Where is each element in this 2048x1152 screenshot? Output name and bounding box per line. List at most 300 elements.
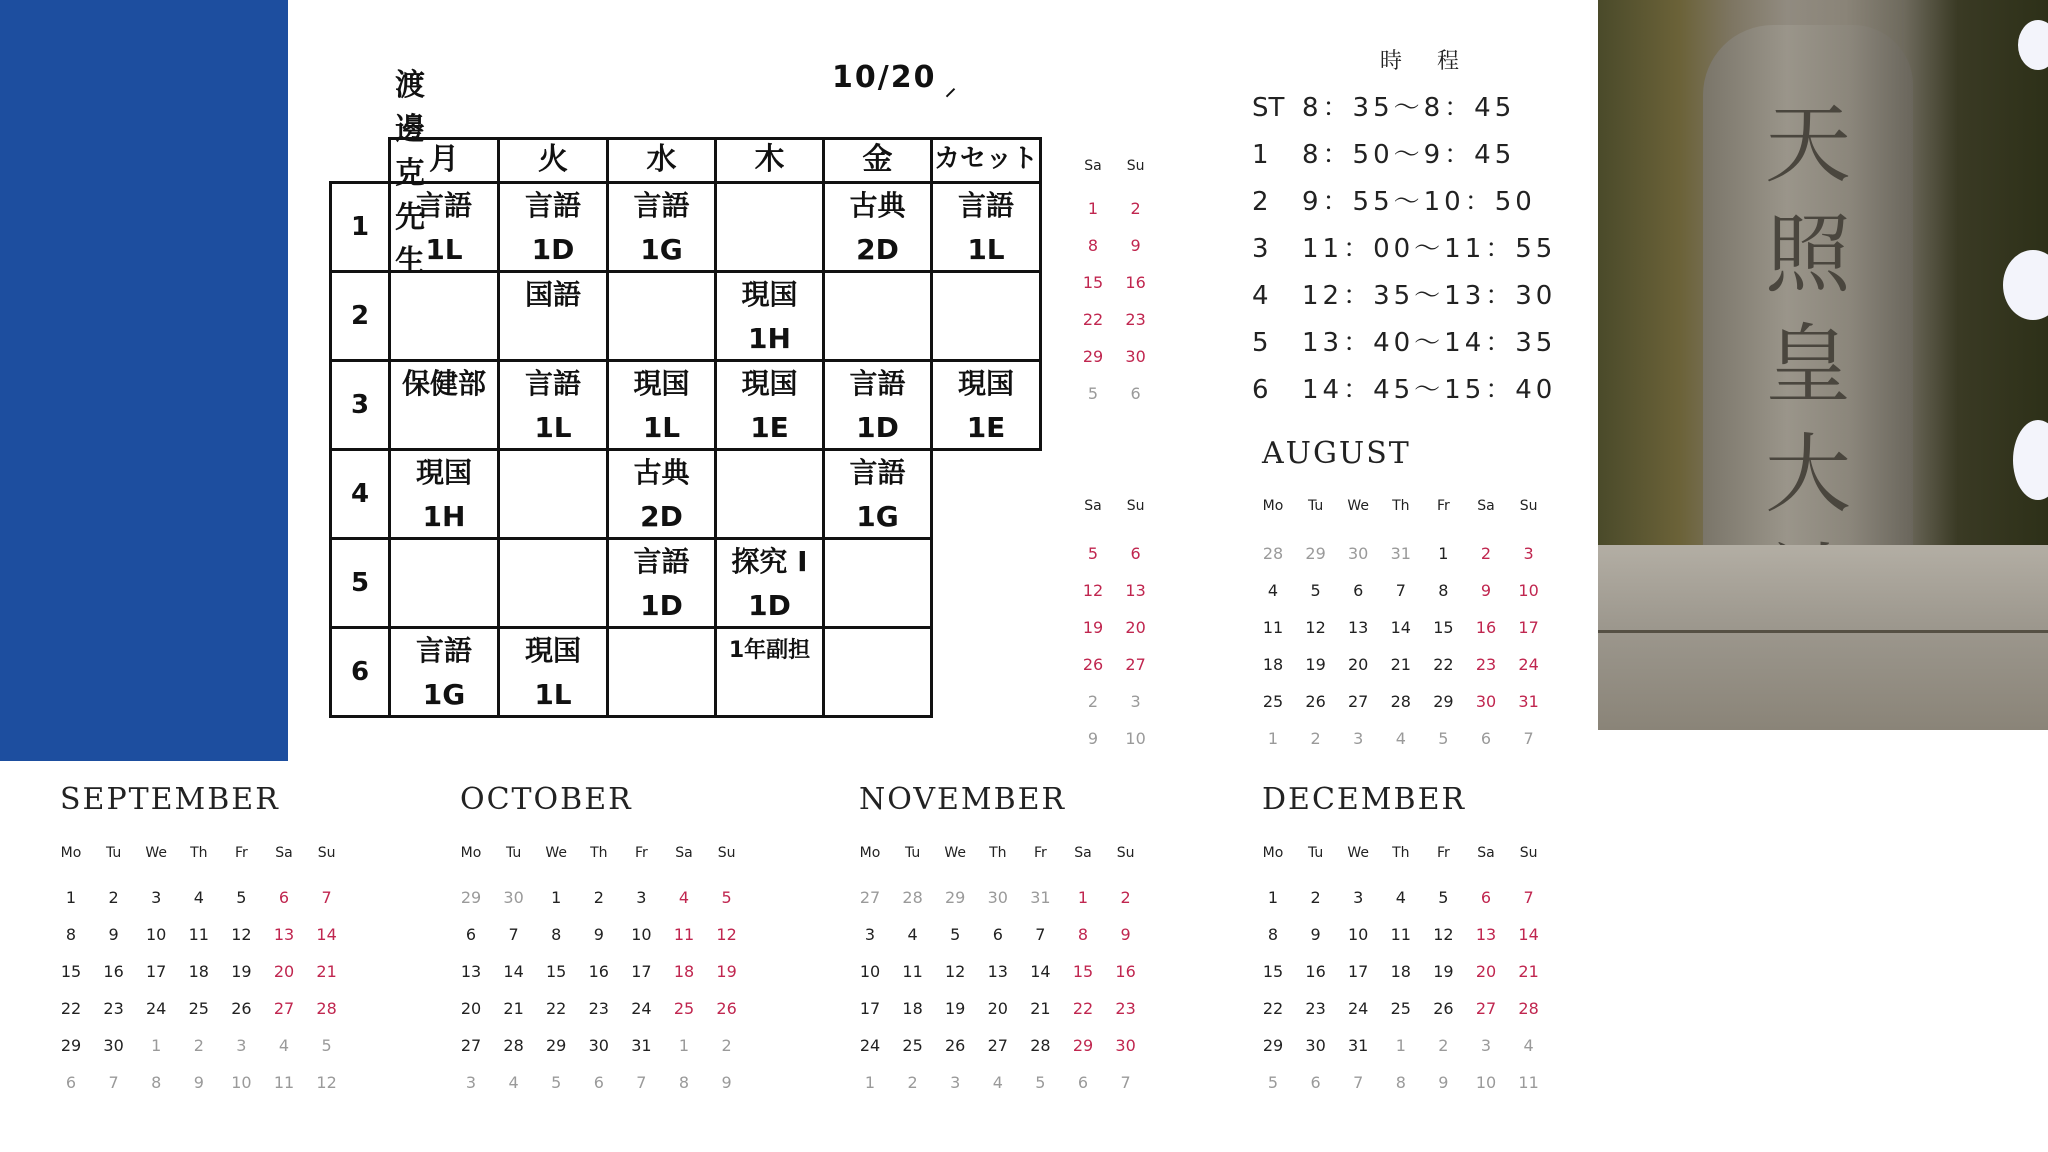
calendar-day: 3	[236, 1036, 247, 1055]
calendar-day: 26	[1305, 692, 1326, 711]
calendar-day: 15	[60, 962, 82, 981]
timetable-cell	[714, 181, 825, 273]
timetable-date: 10/20	[832, 60, 937, 95]
weekday-header: We	[545, 845, 567, 861]
class-name: 1G	[856, 500, 899, 533]
calendar-day: 13	[1475, 925, 1497, 944]
calendar-day: 2	[721, 1036, 732, 1055]
weekday-header: Mo	[859, 845, 881, 861]
subject: 国語	[524, 278, 581, 311]
calendar-day: 12	[316, 1073, 337, 1092]
calendar-day: 26	[1082, 655, 1104, 674]
subject: 現国	[741, 367, 798, 400]
class-name: 1H	[748, 322, 791, 355]
calendar-day: 8	[551, 925, 562, 944]
calendar-day: 14	[1390, 618, 1411, 637]
calendar-day: 10	[1475, 1073, 1497, 1092]
timetable-cell	[714, 270, 825, 362]
subject: 現国	[957, 367, 1014, 400]
class-name: 1G	[422, 678, 466, 711]
schedule-row	[1252, 323, 1556, 363]
weekday-header: Sa	[1477, 498, 1495, 514]
calendar-day: 18	[673, 962, 695, 981]
schedule-period: 3	[1252, 234, 1269, 264]
inscription-char: 照	[1765, 205, 1851, 305]
calendar-day: 29	[1082, 347, 1104, 366]
calendar-day: 19	[231, 962, 252, 981]
schedule-period: ST	[1252, 93, 1285, 123]
weekday-header: Su	[1519, 845, 1538, 861]
calendar-day: 1	[1087, 199, 1099, 218]
class-name: 1D	[640, 589, 683, 622]
subject: 言語	[524, 189, 581, 222]
calendar-day: 2	[108, 888, 119, 907]
weekday-header: Th	[1392, 845, 1410, 861]
calendar-day: 8	[678, 1073, 690, 1092]
subject: 言語	[415, 634, 472, 667]
subject	[825, 540, 930, 584]
calendar-day: 10	[1518, 581, 1539, 600]
calendar-day: 9	[1310, 925, 1321, 944]
timetable-cell	[714, 626, 825, 718]
weekday-header: Tu	[904, 845, 921, 861]
calendar-day: 29	[1262, 1036, 1284, 1055]
class-name: 2D	[640, 500, 683, 533]
weekday-header: Mo	[1262, 845, 1284, 861]
calendar-day: 1	[864, 1073, 876, 1092]
calendar-day: 29	[1072, 1036, 1094, 1055]
calendar-day: 1	[551, 888, 562, 907]
calendar-day: 1	[1395, 1036, 1406, 1055]
subject: 現国	[633, 367, 690, 400]
subject: 1年副担	[728, 638, 811, 663]
calendar-day: 4	[1523, 1036, 1534, 1055]
schedule-row	[1252, 370, 1556, 410]
calendar-day: 4	[1267, 581, 1279, 600]
class-name: 1E	[750, 411, 789, 444]
date-mark: ⸝	[945, 76, 957, 101]
weekday-header: Fr	[634, 845, 648, 861]
calendar-day: 17	[146, 962, 167, 981]
calendar-day: 19	[716, 962, 737, 981]
calendar-day: 19	[1433, 962, 1454, 981]
calendar-day: 3	[1353, 888, 1364, 907]
calendar-day: 9	[721, 1073, 732, 1092]
flower	[2003, 250, 2048, 320]
calendar-day: 9	[108, 925, 119, 944]
schedule-period: 6	[1252, 375, 1269, 405]
calendar-day: 27	[859, 888, 881, 907]
timetable-cell	[497, 448, 609, 540]
calendar-day: 17	[1348, 962, 1369, 981]
calendar-day: 31	[631, 1036, 652, 1055]
calendar-day: 3	[1353, 729, 1364, 748]
flower	[2018, 20, 2048, 70]
calendar-day: 23	[588, 999, 609, 1018]
calendar-day: 11	[188, 925, 209, 944]
day-header-0: 月	[388, 137, 500, 184]
calendar-day: 5	[321, 1036, 332, 1055]
calendar-day: 4	[508, 1073, 519, 1092]
class-name: 1L	[534, 678, 572, 711]
calendar-day: 29	[60, 1036, 82, 1055]
period-number-3: 3	[329, 359, 391, 451]
calendar-day: 5	[1087, 544, 1099, 563]
timetable-cell	[388, 270, 500, 362]
calendar-day: 22	[1072, 999, 1094, 1018]
calendar-day: 1	[1438, 544, 1449, 563]
calendar-day: 6	[1480, 888, 1492, 907]
calendar-day: 30	[1305, 1036, 1326, 1055]
flower	[2013, 420, 2048, 500]
calendar-day: 6	[1130, 384, 1141, 403]
calendar-day: 26	[231, 999, 252, 1018]
calendar-day: 18	[188, 962, 209, 981]
timetable-cell	[497, 537, 609, 629]
calendar-day: 18	[902, 999, 923, 1018]
stone-base-joint	[1598, 630, 2048, 633]
class-name: 1D	[531, 233, 575, 266]
calendar-day: 28	[902, 888, 923, 907]
weekday-header: We	[1347, 845, 1369, 861]
subject: 言語	[957, 189, 1014, 222]
period-number-5: 5	[329, 537, 391, 629]
calendar-day: 19	[1082, 618, 1104, 637]
calendar-day: 26	[1433, 999, 1454, 1018]
calendar-day: 8	[1267, 925, 1279, 944]
calendar-day: 21	[1030, 999, 1051, 1018]
calendar-day: 15	[1082, 273, 1104, 292]
calendar-day: 4	[1395, 729, 1406, 748]
timetable-cell	[606, 270, 717, 362]
calendar-day: 13	[273, 925, 295, 944]
calendar-day: 11	[673, 925, 695, 944]
calendar-day: 19	[1305, 655, 1326, 674]
calendar-day: 5	[1087, 384, 1099, 403]
calendar-day: 2	[1438, 1036, 1449, 1055]
timetable-cell	[822, 181, 933, 273]
calendar-day: 30	[503, 888, 524, 907]
day-header-4: 金	[822, 137, 933, 184]
period-number-2: 2	[329, 270, 391, 362]
class-name: 1L	[534, 411, 572, 444]
calendar-day: 1	[1267, 729, 1279, 748]
schedule-row	[1252, 88, 1515, 128]
calendar-day: 28	[1030, 1036, 1051, 1055]
schedule-time: 9：55〜10：50	[1302, 187, 1536, 217]
day-header-5: カセット	[930, 137, 1042, 184]
subject	[609, 273, 714, 317]
schedule-row	[1252, 182, 1536, 222]
calendar-day: 10	[231, 1073, 252, 1092]
calendar-day: 29	[945, 888, 966, 907]
teacher-name: 渡邊克 先生	[395, 68, 425, 279]
calendar-day: 13	[1348, 618, 1369, 637]
calendar-day: 6	[65, 1073, 77, 1092]
class-name	[609, 317, 714, 361]
calendar-day: 30	[1125, 347, 1146, 366]
weekday-header: Su	[1126, 498, 1145, 514]
month-title-december: DECEMBER	[1262, 782, 1467, 817]
weekday-header: Tu	[1307, 845, 1324, 861]
month-title-august: AUGUST	[1262, 436, 1411, 471]
schedule-period: 5	[1252, 328, 1269, 358]
calendar-day: 16	[103, 962, 124, 981]
subject	[825, 273, 930, 317]
calendar-day: 27	[1348, 692, 1369, 711]
timetable-cell	[388, 181, 500, 273]
calendar-day: 27	[1125, 655, 1146, 674]
calendar-day: 21	[316, 962, 337, 981]
class-name	[500, 317, 606, 361]
schedule-time: 8：50〜9：45	[1302, 140, 1516, 170]
calendar-day: 27	[273, 999, 295, 1018]
calendar-day: 28	[503, 1036, 524, 1055]
calendar-day: 11	[1390, 925, 1411, 944]
stone-base	[1598, 545, 2048, 730]
calendar-day: 9	[1480, 581, 1492, 600]
calendar-day: 29	[1305, 544, 1326, 563]
calendar-day: 24	[631, 999, 652, 1018]
calendar-day: 31	[1030, 888, 1051, 907]
calendar-day: 7	[636, 1073, 647, 1092]
calendar-day: 16	[588, 962, 609, 981]
calendar-day: 16	[1475, 618, 1497, 637]
timetable-cell	[822, 626, 933, 718]
calendar-day: 22	[60, 999, 82, 1018]
weekday-header: Su	[1519, 498, 1538, 514]
calendar-day: 9	[1130, 236, 1141, 255]
class-name	[391, 317, 497, 361]
calendar-day: 5	[950, 925, 961, 944]
calendar-day: 4	[1395, 888, 1406, 907]
calendar-day: 30	[1115, 1036, 1136, 1055]
weekday-header: Fr	[234, 845, 248, 861]
timetable-cell	[388, 359, 500, 451]
subject	[717, 184, 822, 228]
class-name	[500, 584, 606, 628]
calendar-day: 6	[1480, 729, 1492, 748]
calendar-day: 6	[1130, 544, 1141, 563]
calendar-day: 16	[1125, 273, 1146, 292]
weekday-header: Mo	[460, 845, 482, 861]
calendar-day: 24	[146, 999, 167, 1018]
calendar-day: 8	[1077, 925, 1089, 944]
subject: 言語	[524, 367, 581, 400]
timetable-cell	[930, 181, 1042, 273]
class-name	[825, 584, 930, 628]
calendar-day: 27	[460, 1036, 482, 1055]
weekday-header: Th	[590, 845, 608, 861]
calendar-day: 2	[1087, 692, 1099, 711]
calendar-day: 23	[103, 999, 124, 1018]
class-name: 1L	[425, 233, 463, 266]
calendar-day: 30	[588, 1036, 609, 1055]
subject	[391, 273, 497, 317]
weekday-header: Fr	[1033, 845, 1047, 861]
weekday-header: Tu	[505, 845, 522, 861]
schedule-title: 時 程	[1380, 49, 1473, 74]
subject	[825, 629, 930, 673]
calendar-day: 11	[1518, 1073, 1539, 1092]
calendar-day: 24	[1348, 999, 1369, 1018]
weekday-header: Sa	[1084, 498, 1102, 514]
calendar-day: 2	[1480, 544, 1492, 563]
calendar-day: 5	[551, 1073, 562, 1092]
calendar-day: 6	[1310, 1073, 1321, 1092]
calendar-day: 18	[1390, 962, 1411, 981]
weekday-header: Sa	[1074, 845, 1092, 861]
period-number-1: 1	[329, 181, 391, 273]
subject	[933, 273, 1039, 317]
calendar-day: 2	[1310, 888, 1321, 907]
calendar-day: 15	[546, 962, 567, 981]
weekday-header: Fr	[1436, 845, 1450, 861]
calendar-day: 10	[859, 962, 881, 981]
calendar-day: 5	[1438, 729, 1449, 748]
timetable-cell	[930, 270, 1042, 362]
weekday-header: We	[944, 845, 966, 861]
calendar-day: 9	[1087, 729, 1099, 748]
calendar-day: 21	[503, 999, 524, 1018]
schedule-period: 4	[1252, 281, 1269, 311]
calendar-day: 2	[593, 888, 604, 907]
calendar-day: 25	[188, 999, 209, 1018]
calendar-day: 5	[721, 888, 732, 907]
class-name	[717, 495, 822, 539]
day-header-3: 木	[714, 137, 825, 184]
subject: 言語	[633, 545, 690, 578]
inscription-char: 大	[1765, 425, 1851, 525]
schedule-time: 11：00〜11：55	[1302, 234, 1557, 264]
schedule-row	[1252, 135, 1515, 175]
day-header-1: 火	[497, 137, 609, 184]
subject: 古典	[633, 456, 690, 489]
calendar-day: 16	[1305, 962, 1326, 981]
calendar-day: 22	[546, 999, 567, 1018]
calendar-day: 10	[1348, 925, 1369, 944]
calendar-day: 4	[992, 1073, 1003, 1092]
calendar-day: 6	[1353, 581, 1364, 600]
class-name: 1D	[856, 411, 899, 444]
calendar-day: 13	[987, 962, 1008, 981]
calendar-day: 9	[1438, 1073, 1449, 1092]
timetable-cell	[606, 537, 717, 629]
calendar-day: 7	[508, 925, 519, 944]
class-name	[717, 228, 822, 272]
calendar-day: 31	[1348, 1036, 1369, 1055]
calendar-day: 30	[1475, 692, 1497, 711]
class-name: 2D	[856, 233, 899, 266]
timetable-cell	[822, 359, 933, 451]
calendar-day: 17	[859, 999, 881, 1018]
calendar-day: 17	[631, 962, 652, 981]
calendar-day: 12	[716, 925, 737, 944]
schedule-time: 14：45〜15：40	[1302, 375, 1557, 405]
calendar-day: 30	[103, 1036, 124, 1055]
calendar-day: 5	[236, 888, 247, 907]
calendar-day: 26	[716, 999, 737, 1018]
calendar-day: 6	[992, 925, 1003, 944]
calendar-day: 10	[146, 925, 167, 944]
schedule-period: 2	[1252, 187, 1269, 217]
calendar-day: 7	[1523, 888, 1534, 907]
calendar-day: 12	[1082, 581, 1104, 600]
calendar-day: 11	[902, 962, 923, 981]
calendar-day: 7	[1035, 925, 1046, 944]
calendar-day: 29	[1433, 692, 1454, 711]
calendar-day: 20	[273, 962, 295, 981]
calendar-day: 15	[1433, 618, 1454, 637]
calendar-day: 20	[460, 999, 482, 1018]
weekday-header: Mo	[1262, 498, 1284, 514]
subject: 言語	[415, 189, 472, 222]
class-name	[825, 673, 930, 717]
calendar-day: 10	[631, 925, 652, 944]
timetable-cell	[606, 359, 717, 451]
calendar-day: 7	[1120, 1073, 1131, 1092]
calendar-day: 3	[636, 888, 647, 907]
calendar-day: 3	[1480, 1036, 1492, 1055]
timetable-cell	[714, 537, 825, 629]
class-name	[609, 673, 714, 717]
calendar-day: 8	[1438, 581, 1449, 600]
schedule-time: 13：40〜14：35	[1302, 328, 1557, 358]
subject	[500, 540, 606, 584]
schedule-row	[1252, 229, 1556, 269]
calendar-day: 17	[1518, 618, 1539, 637]
calendar-day: 7	[1395, 581, 1406, 600]
calendar-day: 9	[593, 925, 604, 944]
calendar-day: 12	[231, 925, 252, 944]
calendar-day: 8	[1395, 1073, 1406, 1092]
calendar-day: 23	[1475, 655, 1497, 674]
subject: 探究 I	[731, 545, 808, 578]
calendar-day: 12	[1305, 618, 1326, 637]
calendar-day: 1	[65, 888, 77, 907]
schedule-time: 8：35〜8：45	[1302, 93, 1516, 123]
subject: 現国	[741, 278, 798, 311]
calendar-day: 2	[1120, 888, 1131, 907]
month-title-october: OCTOBER	[460, 782, 633, 817]
class-name	[391, 584, 497, 628]
calendar-day: 31	[1518, 692, 1539, 711]
calendar-day: 5	[1035, 1073, 1046, 1092]
subject	[391, 540, 497, 584]
calendar-day: 5	[1438, 888, 1449, 907]
calendar-day: 13	[460, 962, 482, 981]
calendar-day: 28	[1262, 544, 1284, 563]
weekday-header: Su	[317, 845, 336, 861]
calendar-day: 31	[1390, 544, 1411, 563]
calendar-day: 6	[278, 888, 290, 907]
calendar-day: 10	[1125, 729, 1146, 748]
calendar-day: 1	[151, 1036, 162, 1055]
calendar-day: 5	[1310, 581, 1321, 600]
calendar-day: 25	[673, 999, 695, 1018]
class-name	[391, 406, 497, 450]
calendar-day: 1	[678, 1036, 690, 1055]
weekday-header: We	[145, 845, 167, 861]
weekday-header: Th	[989, 845, 1007, 861]
calendar-day: 26	[945, 1036, 966, 1055]
calendar-day: 12	[1433, 925, 1454, 944]
calendar-day: 2	[1130, 199, 1141, 218]
weekday-header: Su	[717, 845, 736, 861]
timetable-cell	[822, 270, 933, 362]
calendar-day: 4	[193, 888, 204, 907]
subject	[609, 629, 714, 673]
